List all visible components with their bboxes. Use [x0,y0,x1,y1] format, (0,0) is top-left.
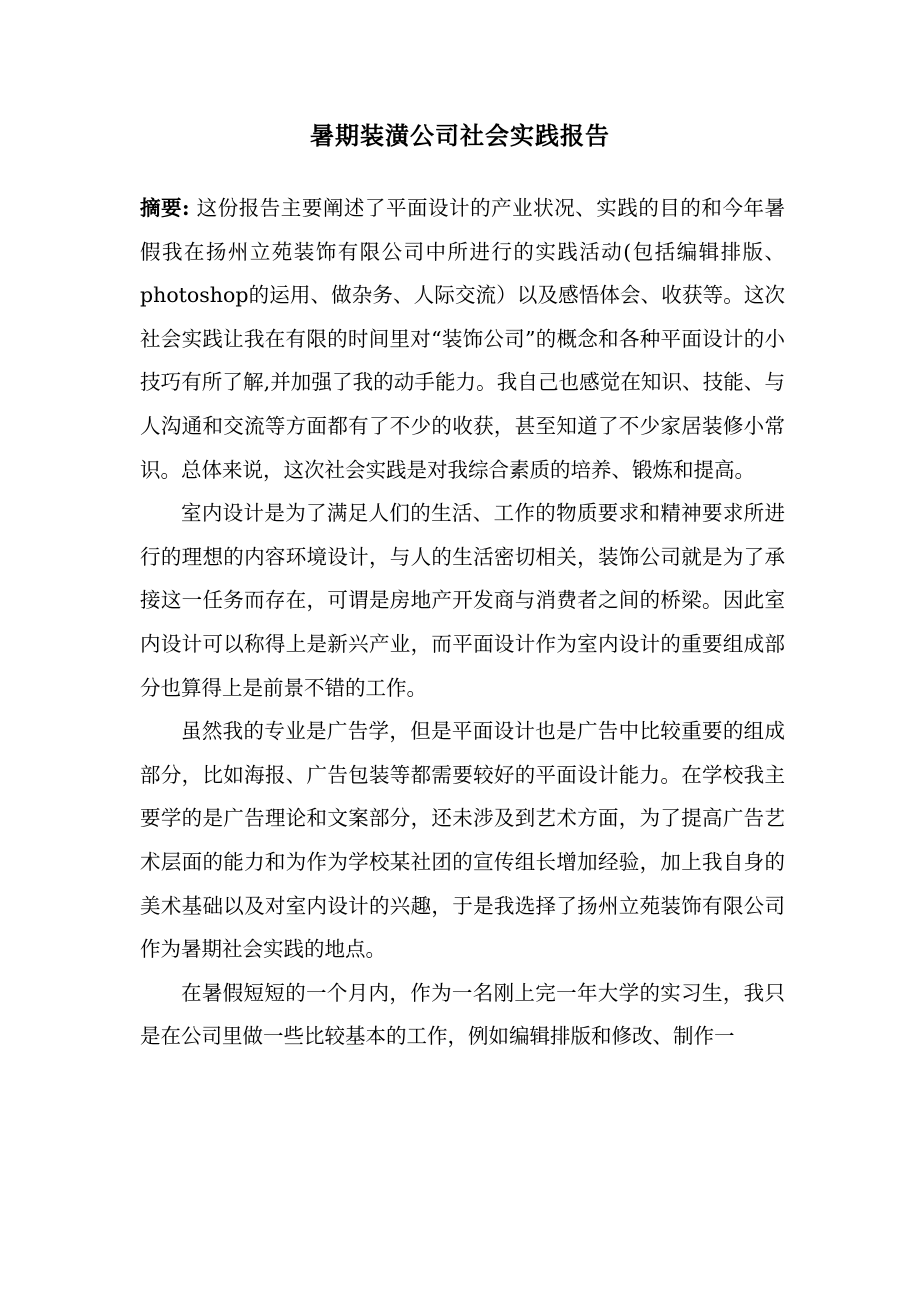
abstract-paragraph [140,187,785,492]
body-paragraph-2: 虽然我的专业是广告学，但是平面设计也是广告中比较重要的组成部分，比如海报、广告包装等都需要较好的平面设计能力。在学校我主要学的是广告理论和文案部分，还未涉及到艺术方面，为了提高广告艺术层面的能力和为作为学校某社团的宣传组长增加经验，加上我自身的美术基础以及对室内设计的兴趣，于是我选择了扬州立苑装饰有限公司作为暑期社会实践的地点。 [140,719,785,962]
abstract-text: 这份报告主要阐述了平面设计的产业状况、实践的目的和今年暑假我在扬州立苑装饰有限公司中所进行的实践活动(包括编辑排版、photoshop的运用、做杂务、人际交流）以及感悟体会、收获等。这次社会实践让我在有限的时间里对“装饰公司”的概念和各种平面设计的小技巧有所了解,并加强了我的动手能力。我自己也感觉在知识、技能、与人沟通和交流等方面都有了不少的收获，甚至知道了不少家居装修小常识。总体来说，这次社会实践是对我综合素质的培养、锻炼和提高。 [140,196,786,482]
document-title: 暑期装潢公司社会实践报告 [310,121,610,150]
document-body [140,187,785,1059]
abstract-label: 摘要: [140,196,190,220]
body-paragraph-1: 室内设计是为了满足人们的生活、工作的物质要求和精神要求所进行的理想的内容环境设计，与人的生活密切相关，装饰公司就是为了承接这一任务而存在，可谓是房地产开发商与消费者之间的桥梁。因此室内设计可以称得上是新兴产业，而平面设计作为室内设计的重要组成部分也算得上是前景不错的工作。 [140,501,785,700]
body-paragraph-3: 在暑假短短的一个月内，作为一名刚上完一年大学的实习生，我只是在公司里做一些比较基本的工作，例如编辑排版和修改、制作一 [140,980,785,1049]
